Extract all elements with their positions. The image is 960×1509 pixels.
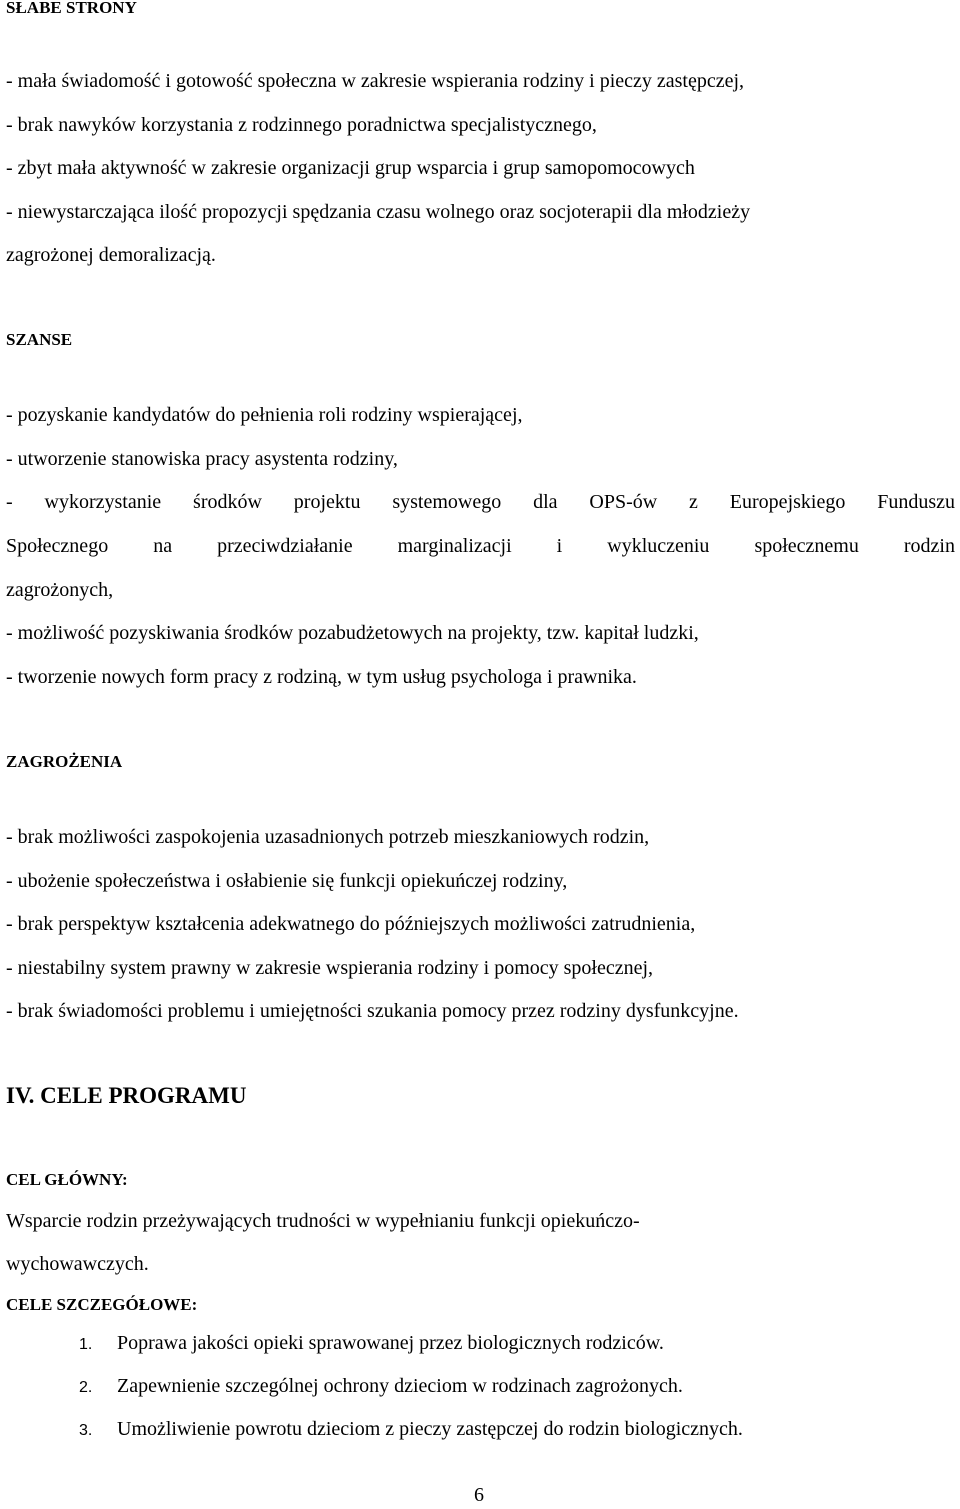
weak-point-item: - niewystarczająca ilość propozycji spędzania czasu wolnego oraz socjoterapii dla młodzieży	[6, 201, 751, 223]
weak-point-item: zagrożonej demoralizacją.	[6, 244, 216, 266]
opportunity-item: - tworzenie nowych form pracy z rodziną, w tym usług psychologa i prawnika.	[6, 666, 637, 688]
threats-heading: ZAGROŻENIA	[6, 752, 123, 771]
weak-point-item: - brak nawyków korzystania z rodzinnego poradnictwa specjalistycznego,	[6, 114, 597, 136]
threat-item: - brak świadomości problemu i umiejętności szukania pomocy przez rodziny dysfunkcyjne.	[6, 1000, 739, 1022]
main-goal-heading: CEL GŁÓWNY:	[6, 1170, 128, 1189]
section-heading: IV. CELE PROGRAMU	[6, 1083, 247, 1108]
main-goal-text-continuation: wychowawczych.	[6, 1253, 149, 1275]
weak-point-item: - zbyt mała aktywność w zakresie organizacji grup wsparcia i grup samopomocowych	[6, 157, 695, 179]
threat-item: - brak perspektyw kształcenia adekwatnego do późniejszych możliwości zatrudnienia,	[6, 913, 696, 935]
page-number: 6	[474, 1484, 484, 1506]
list-item-number: 1.	[79, 1336, 93, 1353]
weak-points-heading: SŁABE STRONY	[6, 0, 137, 17]
threat-item: - brak możliwości zaspokojenia uzasadnionych potrzeb mieszkaniowych rodzin,	[6, 826, 650, 848]
weak-point-item: - mała świadomość i gotowość społeczna w zakresie wspierania rodziny i pieczy zastępczej,	[6, 70, 745, 92]
opportunity-item: - pozyskanie kandydatów do pełnienia roli rodziny wspierającej,	[6, 404, 523, 426]
list-item-number: 2.	[79, 1379, 93, 1396]
threat-item: - niestabilny system prawny w zakresie wspierania rodziny i pomocy społecznej,	[6, 957, 654, 979]
opportunity-item-continuation: zagrożonych,	[6, 579, 114, 601]
specific-goal-item: Poprawa jakości opieki sprawowanej przez biologicznych rodziców.	[117, 1332, 664, 1354]
specific-goals-heading: CELE SZCZEGÓŁOWE:	[6, 1295, 198, 1314]
specific-goal-item: Umożliwienie powrotu dzieciom z pieczy zastępczej do rodzin biologicznych.	[117, 1418, 743, 1440]
specific-goal-item: Zapewnienie szczególnej ochrony dzieciom w rodzinach zagrożonych.	[117, 1375, 683, 1397]
opportunity-item: - utworzenie stanowiska pracy asystenta rodziny,	[6, 448, 398, 470]
threat-item: - ubożenie społeczeństwa i osłabienie się funkcji opiekuńczej rodziny,	[6, 870, 568, 892]
main-goal-text: Wsparcie rodzin przeżywających trudności w wypełnianiu funkcji opiekuńczo-	[6, 1210, 640, 1232]
list-item-number: 3.	[79, 1422, 93, 1439]
opportunity-item: - wykorzystanie środków projektu systemowego dla OPS-ów z Europejskiego Funduszu	[6, 491, 955, 513]
opportunities-heading: SZANSE	[6, 330, 73, 349]
opportunity-item-continuation: Społecznego na przeciwdziałanie marginalizacji i wykluczeniu społecznemu rodzin	[6, 535, 955, 557]
opportunity-item: - możliwość pozyskiwania środków pozabudżetowych na projekty, tzw. kapitał ludzki,	[6, 622, 699, 644]
